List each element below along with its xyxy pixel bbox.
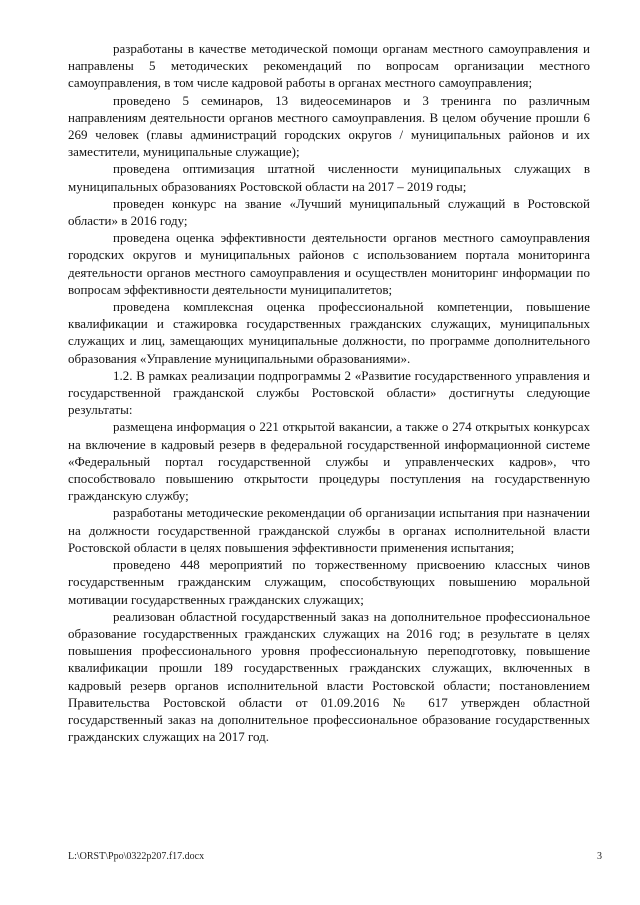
paragraph: проведено 5 семинаров, 13 видеосеминаров и 3 тренинга по различным направлениям деятельности органов местного самоуправления. В целом обучение прошли 6 269 человек (главы администраций городских округов / муниципальных районов и их заместители, муниципальные служащие);: [68, 92, 590, 160]
paragraph: проведена комплексная оценка профессиональной компетенции, повышение квалификации и стажировка государственных гражданских служащих, муниципальных служащих и лиц, замещающих муниципальные должности, по программе дополнительного образования «Управление муниципальными образованиями».: [68, 299, 590, 366]
paragraph: проведен конкурс на звание «Лучший муниципальный служащий в Ростовской области» в 2016 году;: [68, 195, 590, 229]
paragraph: проведено 448 мероприятий по торжественному присвоению классных чинов государственным гражданским служащим, способствующих повышению моральной мотивации государственных гражданских служащих;: [68, 557, 590, 607]
document-body: [68, 40, 590, 745]
paragraph: реализован областной государственный заказ на дополнительное профессиональное образование государственных гражданских служащих на 2016 год; в результате в целях повышения профессионального уровня профессиональную переподготовку, повышение квалификации прошли 189 государственных гражданских служащих, включенных в кадровый резерв органов исполнительной власти Ростовской области; постановлением Правительства Ростовской области от 01.09.2016 № 617 утвержден областной государственный заказ на дополнительное профессиональное образование государственных гражданских служащих на 2017 год.: [68, 608, 590, 745]
paragraph: разработаны в качестве методической помощи органам местного самоуправления и направлены 5 методических рекомендаций по вопросам организации местного самоуправления, в том числе кадровой работы в органах местного самоуправления;: [68, 41, 590, 91]
paragraph: размещена информация о 221 открытой вакансии, а также о 274 открытых конкурсах на включение в кадровый резерв в федеральной государственной информационной системе «Федеральный портал государственной службы и управленческих кадров», что способствовало повышению открытости процедуры поступления на государственную гражданскую службу;: [68, 419, 590, 504]
footer-file-path: L:\ORST\Ppo\0322p207.f17.docx: [68, 851, 205, 862]
section-heading-paragraph: 1.2. В рамках реализации подпрограммы 2 «Развитие государственного управления и государственной гражданской службы Ростовской области» достигнуты следующие результаты:: [68, 367, 590, 418]
paragraph: проведена оценка эффективности деятельности органов местного самоуправления городских округов и муниципальных районов с использованием портала мониторинга деятельности органов местного самоуправления и осуществлен мониторинг информации по вопросам эффективности деятельности муниципалитетов;: [68, 230, 590, 297]
paragraph: проведена оптимизация штатной численности муниципальных служащих в муниципальных образованиях Ростовской области на 2017 – 2019 годы;: [68, 161, 590, 194]
paragraph: разработаны методические рекомендации об организации испытания при назначении на должности государственной гражданской службы в органах исполнительной власти Ростовской области в целях повышения эффективности применения испытания;: [68, 505, 590, 555]
page-number: 3: [597, 851, 602, 862]
